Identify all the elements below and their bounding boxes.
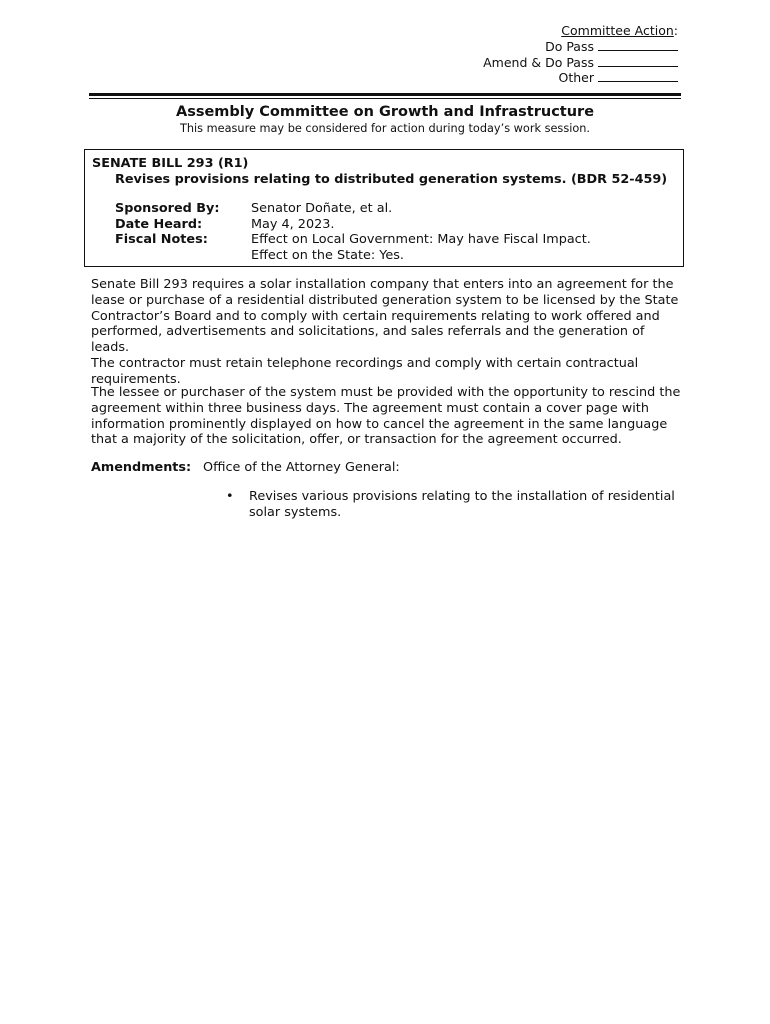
committee-action-heading: Committee Action: bbox=[561, 23, 678, 38]
committee-subtitle: This measure may be considered for action during today’s work session. bbox=[179, 122, 591, 135]
committee-action-do-pass: Do Pass bbox=[483, 39, 678, 55]
signature-blank bbox=[598, 55, 678, 67]
committee-action-block bbox=[483, 23, 678, 86]
body-paragraph-1: Senate Bill 293 requires a solar installation company that enters into an agreement for the lease or purchase of a residential distributed generation system to be licensed by the State Contractor’s Board and to comply with certain requirements relating to work offered and performed, advertisements and solicitations, and sales referrals and the generation of leads. The contractor must retain telephone recordings and comply with certain contractual requirements. bbox=[91, 277, 679, 387]
header-rule-thin bbox=[89, 98, 681, 99]
date-heard-value: May 4, 2023. bbox=[251, 217, 335, 232]
date-heard-label: Date Heard: bbox=[115, 217, 203, 232]
committee-title: Assembly Committee on Growth and Infrastructure bbox=[175, 104, 595, 120]
signature-blank bbox=[598, 39, 678, 51]
fiscal-notes-label: Fiscal Notes: bbox=[115, 232, 208, 247]
sponsored-by-label: Sponsored By: bbox=[115, 201, 220, 216]
committee-action-other: Other bbox=[483, 70, 678, 86]
header-rule-thick bbox=[89, 93, 681, 96]
bill-info-box bbox=[84, 149, 684, 267]
amendment-item: Revises various provisions relating to the installation of residential solar systems. bbox=[249, 489, 675, 520]
sponsored-by-value: Senator Doñate, et al. bbox=[251, 201, 393, 216]
body-paragraph-2: The lessee or purchaser of the system must be provided with the opportunity to rescind the agreement within three business days. The agreement must contain a cover page with information prominently displayed on how to cancel the agreement in the same language that a majority of the solicitation, offer, or transaction for the agreement occurred. bbox=[91, 385, 681, 448]
fiscal-note-local: Effect on Local Government: May have Fiscal Impact. bbox=[251, 232, 591, 247]
bullet-icon: • bbox=[226, 489, 234, 504]
fiscal-note-state: Effect on the State: Yes. bbox=[251, 248, 404, 263]
bill-summary: Revises provisions relating to distributed generation systems. (BDR 52-459) bbox=[115, 172, 668, 187]
signature-blank bbox=[598, 70, 678, 82]
amendments-label: Amendments: bbox=[91, 460, 192, 475]
committee-action-amend-do-pass: Amend & Do Pass bbox=[483, 55, 678, 71]
bill-number: SENATE BILL 293 (R1) bbox=[92, 156, 249, 171]
amendments-source: Office of the Attorney General: bbox=[203, 460, 400, 475]
